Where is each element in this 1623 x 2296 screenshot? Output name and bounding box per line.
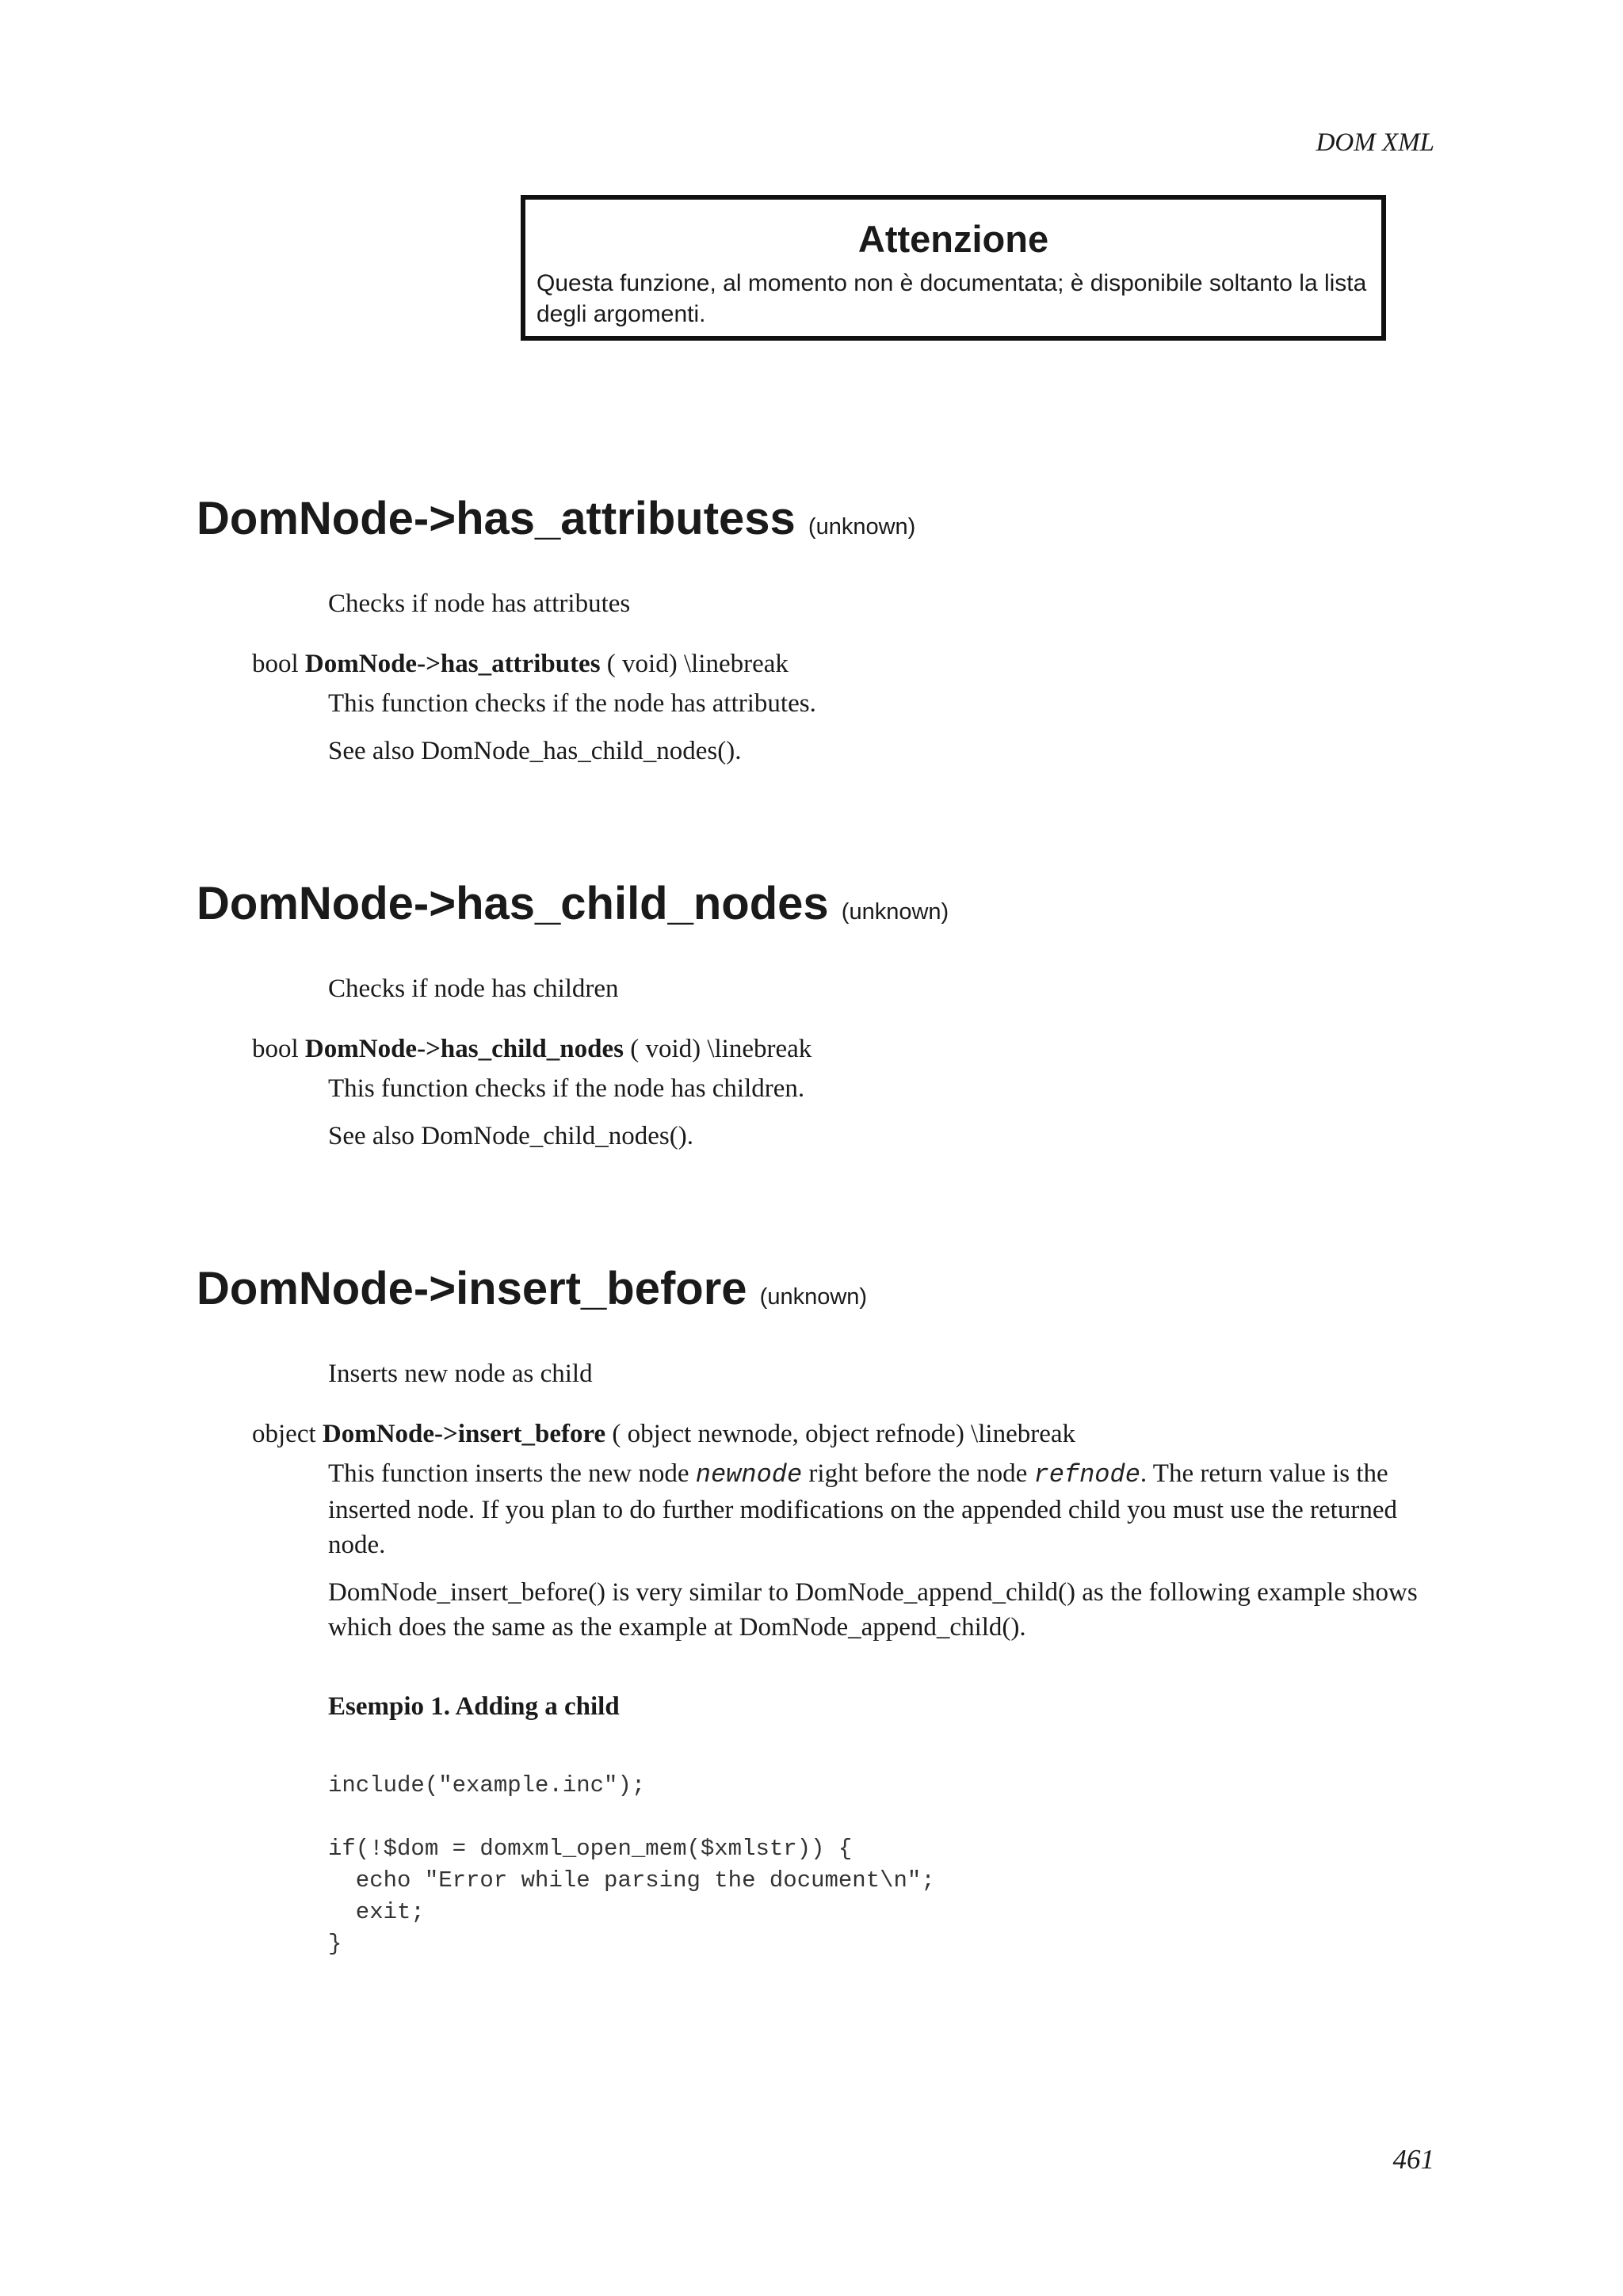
return-type: bool: [252, 1035, 299, 1063]
code-line: }: [328, 1931, 342, 1957]
section-version: (unknown): [841, 899, 949, 925]
page-number: 461: [1392, 2144, 1434, 2175]
section-has-attributes: [197, 491, 1433, 769]
function-name: DomNode->insert_before: [322, 1420, 606, 1448]
function-args: ( void) \linebreak: [606, 650, 789, 678]
section-version: (unknown): [759, 1284, 868, 1310]
function-synopsis: [252, 646, 1433, 681]
code-block: [328, 1770, 1433, 1960]
code-line: [328, 1802, 1433, 1833]
description-comparison: DomNode_insert_before() is very similar to DomNode_append_child() as the following example shows which does the same as the example at DomNode_append_child().: [328, 1578, 1418, 1642]
function-args: ( void) \linebreak: [630, 1035, 812, 1063]
see-also: See also DomNode_has_child_nodes().: [328, 737, 742, 765]
section-title: [197, 876, 1433, 940]
return-type: bool: [252, 650, 299, 678]
description: This function checks if the node has attributes.: [328, 689, 816, 718]
function-synopsis: [252, 1032, 1433, 1066]
description-text: . The return value is the inserted node. If you plan to do further modifications on the appended child you must use the returned node.: [328, 1459, 1397, 1559]
see-also: See also DomNode_child_nodes().: [328, 1122, 693, 1150]
description-text: right before the node: [808, 1459, 1028, 1488]
function-name: DomNode->has_child_nodes: [304, 1035, 624, 1063]
function-name: DomNode->has_attributes: [304, 650, 601, 678]
section-title-text: DomNode->has_child_nodes: [197, 878, 829, 929]
warning-box: [521, 195, 1386, 341]
warning-title: Attenzione: [857, 218, 1049, 260]
example-title: Esempio 1. Adding a child: [328, 1692, 620, 1721]
description-text: This function inserts the new node: [328, 1459, 689, 1488]
description: This function checks if the node has children.: [328, 1074, 805, 1103]
code-line: if(!$dom = domxml_open_mem($xmlstr)) {: [328, 1836, 853, 1862]
description: [328, 1456, 1438, 1562]
section-purpose: Checks if node has children: [328, 974, 619, 1003]
section-title: [197, 491, 1433, 555]
section-title-text: DomNode->has_attributess: [197, 493, 796, 544]
return-type: object: [252, 1420, 316, 1448]
section-insert-before: [197, 1261, 1433, 1960]
section-purpose: Inserts new node as child: [328, 1360, 593, 1388]
running-header: DOM XML: [1316, 128, 1434, 157]
section-title: [197, 1261, 1433, 1325]
warning-text: Questa funzione, al momento non è documentata; è disponibile soltanto la lista degli argomenti.: [537, 270, 1367, 327]
parameter-newnode: newnode: [695, 1460, 803, 1489]
section-version: (unknown): [808, 514, 916, 540]
section-purpose: Checks if node has attributes: [328, 589, 631, 618]
function-synopsis: [252, 1417, 1433, 1451]
section-title-text: DomNode->insert_before: [197, 1263, 747, 1314]
code-line: include("example.inc");: [328, 1772, 646, 1798]
section-has-child-nodes: [197, 876, 1433, 1154]
code-line: echo "Error while parsing the document\n";: [328, 1867, 935, 1894]
parameter-refnode: refnode: [1033, 1460, 1140, 1489]
code-line: exit;: [328, 1899, 425, 1925]
function-args: ( object newnode, object refnode) \linebreak: [612, 1420, 1075, 1448]
